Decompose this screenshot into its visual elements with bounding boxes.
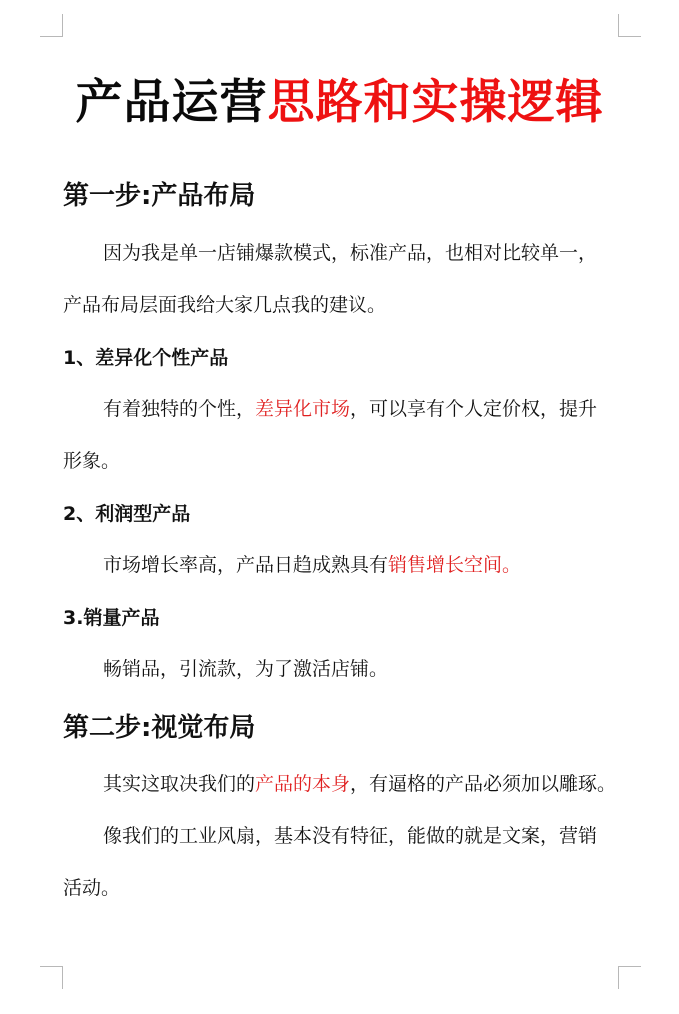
crop-mark-bottom-right	[618, 966, 641, 989]
section2-para1-text-b: ，有逼格的产品必须加以雕琢。	[350, 773, 617, 795]
item2-highlight: 销售增长空间	[388, 554, 503, 576]
section2-paragraph2-line2: 活动。	[63, 877, 121, 899]
section1-heading: 第一步:产品布局	[63, 181, 256, 211]
page-title-part-red: 思路和实操逻辑	[267, 75, 604, 130]
page-title-part-black: 产品运营	[75, 75, 268, 130]
item2-text-a: 市场增长率高，产品日趋成熟具有	[103, 554, 389, 576]
item2-text-b: 。	[502, 554, 522, 576]
item3-paragraph: 畅销品，引流款，为了激活店铺。	[103, 658, 389, 680]
page-title	[0, 70, 679, 136]
crop-mark-top-left	[40, 14, 63, 37]
section1-intro-line2: 产品布局层面我给大家几点我的建议。	[63, 294, 387, 316]
item1-text-b: ，可以享有个人定价权，提升	[350, 398, 598, 420]
section2-para1-text-a: 其实这取决我们的	[103, 773, 256, 795]
item1-paragraph-line1	[103, 396, 643, 423]
item1-heading: 1、差异化个性产品	[63, 347, 229, 369]
section2-paragraph2-line1: 像我们的工业风扇，基本没有特征，能做的就是文案，营销	[103, 825, 598, 847]
section1-intro-line1: 因为我是单一店铺爆款模式，标准产品，也相对比较单一，	[103, 242, 598, 264]
item1-text-a: 有着独特的个性，	[103, 398, 256, 420]
section2-paragraph1	[103, 771, 643, 798]
item2-paragraph	[103, 552, 643, 579]
item1-highlight: 差异化市场	[255, 398, 351, 420]
item2-heading: 2、利润型产品	[63, 503, 191, 525]
section2-para1-highlight: 产品的本身	[255, 773, 351, 795]
crop-mark-bottom-left	[40, 966, 63, 989]
crop-mark-top-right	[618, 14, 641, 37]
section2-heading: 第二步:视觉布局	[63, 713, 256, 743]
item1-paragraph-line2: 形象。	[63, 450, 121, 472]
item3-heading: 3.销量产品	[63, 607, 160, 629]
